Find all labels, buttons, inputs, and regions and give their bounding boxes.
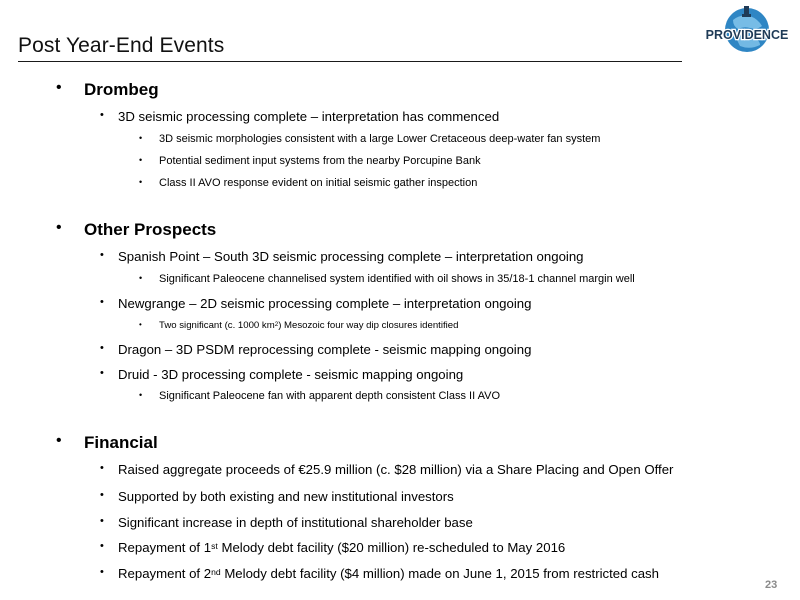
list-item (139, 273, 635, 285)
item-text: Melody debt facility ($20 million) re-scheduled to May 2016 (217, 540, 566, 555)
list-item (100, 296, 532, 311)
superscript: nd (211, 567, 221, 577)
list-item (100, 515, 473, 530)
item-text: Significant Paleocene channelised system identified with oil shows in 35/18-1 channel margin well (159, 273, 635, 285)
list-item (100, 249, 584, 264)
item-text: Melody debt facility ($4 million) made on June 1, 2015 from restricted cash (220, 566, 659, 581)
item-text: Class II AVO response evident on initial seismic gather inspection (159, 177, 478, 189)
list-item (100, 489, 454, 504)
item-text: 3D seismic morphologies consistent with a large Lower Cretaceous deep-water fan system (159, 133, 601, 145)
item-text: ) Mesozoic four way dip closures identified (278, 320, 459, 331)
heading-text: Other Prospects (84, 220, 217, 239)
bullet-icon: • (100, 515, 104, 527)
item-text: Significant Paleocene fan with apparent depth consistent Class II AVO (159, 390, 500, 402)
bullet-icon: • (100, 367, 104, 379)
bullet-icon: • (100, 296, 104, 308)
bullet-icon: • (100, 109, 104, 121)
item-text: Dragon – 3D PSDM reprocessing complete - seismic mapping ongoing (118, 342, 532, 357)
superscript: st (211, 541, 218, 551)
item-text: Repayment of 2 (118, 566, 212, 581)
list-item (139, 133, 601, 145)
logo-text: PROVIDENCE (705, 28, 789, 42)
item-text: Raised aggregate proceeds of €25.9 million (c. $28 million) via a Share Placing and Open Offer (118, 462, 674, 477)
bullet-icon: • (100, 342, 104, 354)
bullet-icon: • (100, 540, 104, 552)
list-item (100, 109, 500, 124)
bullet-icon: • (100, 566, 104, 578)
bullet-icon: • (56, 432, 62, 449)
item-text: Two significant (c. 1000 km (159, 320, 275, 331)
item-text: Newgrange – 2D seismic processing complete – interpretation ongoing (118, 296, 532, 311)
bullet-icon: • (139, 133, 143, 143)
item-text: Spanish Point – South 3D seismic processing complete – interpretation ongoing (118, 249, 584, 264)
bullet-icon: • (100, 489, 104, 501)
bullet-icon: • (139, 320, 142, 329)
item-text: Significant increase in depth of institutional shareholder base (118, 515, 473, 530)
bullet-icon: • (139, 273, 143, 283)
bullet-icon: • (139, 155, 143, 165)
list-item (100, 462, 674, 477)
bullet-icon: • (56, 219, 62, 236)
bullet-icon: • (100, 462, 104, 474)
item-text: Repayment of 1 (118, 540, 212, 555)
slide-title: Post Year-End Events (18, 34, 225, 57)
section-heading-drombeg (56, 79, 159, 100)
list-item (100, 367, 464, 382)
bullet-icon: • (100, 249, 104, 261)
page-number: 23 (765, 579, 778, 591)
item-text: 3D seismic processing complete – interpretation has commenced (118, 109, 500, 124)
list-item (100, 342, 532, 357)
item-text: Potential sediment input systems from the nearby Porcupine Bank (159, 155, 481, 167)
list-item (139, 177, 478, 189)
section-heading-other-prospects (56, 219, 217, 240)
list-item (139, 320, 459, 331)
list-item (139, 390, 500, 402)
item-text: Supported by both existing and new institutional investors (118, 489, 454, 504)
heading-text: Drombeg (84, 80, 159, 99)
bullet-icon: • (56, 79, 62, 96)
list-item (100, 566, 659, 581)
item-text: Druid - 3D processing complete - seismic mapping ongoing (118, 367, 464, 382)
section-heading-financial (56, 432, 158, 453)
superscript: 2 (274, 320, 279, 328)
heading-text: Financial (84, 433, 158, 452)
list-item (100, 540, 566, 555)
bullet-icon: • (139, 177, 143, 187)
bullet-icon: • (139, 390, 143, 400)
list-item (139, 155, 481, 167)
